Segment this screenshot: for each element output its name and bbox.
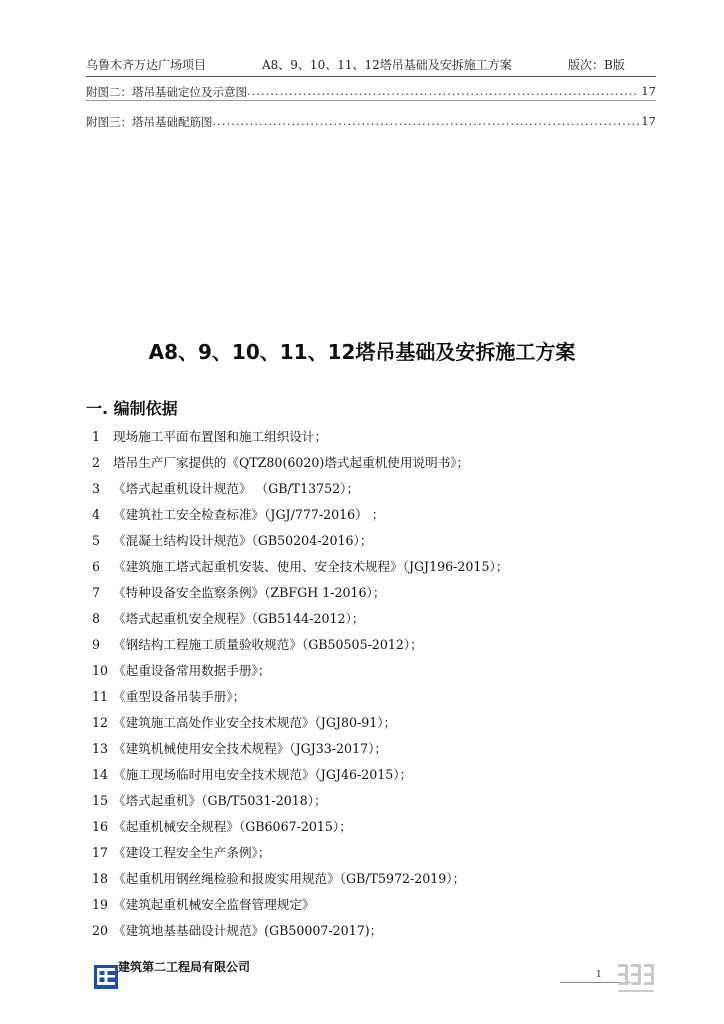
item-number: 4	[92, 507, 101, 522]
list-item	[92, 502, 508, 528]
item-text: 《特种设备安全监察条例》（ZBFGH 1-2016）；	[113, 585, 386, 600]
toc-rule	[86, 100, 656, 101]
item-text: 《建筑施工塔式起重机安装、使用、安全技术规程》（JGJ196-2015）；	[113, 559, 509, 574]
toc-leader	[213, 114, 640, 130]
toc-entry	[86, 84, 656, 100]
item-text: 现场施工平面布置图和施工组织设计；	[113, 429, 328, 444]
toc-leader	[247, 84, 639, 100]
list-item	[92, 814, 508, 840]
toc-page: 17	[641, 84, 656, 98]
list-item	[92, 632, 508, 658]
item-number: 20	[92, 923, 109, 938]
item-number: 12	[92, 715, 109, 730]
list-item	[92, 554, 508, 580]
item-number: 16	[92, 819, 109, 834]
item-number: 13	[92, 741, 109, 756]
item-number: 3	[92, 481, 101, 496]
item-number: 9	[92, 637, 101, 652]
header-doc-name: A8、9、10、11、12塔吊基础及安拆施工方案	[262, 58, 512, 72]
list-item	[92, 528, 508, 554]
item-text: 《塔式起重机》（GB/T5031-2018）；	[113, 793, 327, 808]
item-number: 7	[92, 585, 101, 600]
list-item	[92, 840, 508, 866]
item-text: 塔吊生产厂家提供的《QTZ80(6020)塔式起重机使用说明书》；	[113, 455, 470, 470]
item-number: 6	[92, 559, 101, 574]
item-number: 1	[92, 429, 101, 444]
item-text: 《建筑地基基础设计规范》(GB50007-2017)；	[113, 923, 383, 938]
list-item	[92, 450, 508, 476]
toc-title: 附图三：塔吊基础配筋图	[86, 115, 213, 129]
list-item	[92, 866, 508, 892]
item-text: 《建筑机械使用安全技术规程》（JGJ33-2017）；	[113, 741, 387, 756]
list-item	[92, 918, 508, 944]
item-text: 《建设工程安全生产条例》；	[113, 845, 271, 860]
list-item	[92, 424, 508, 450]
item-number: 11	[92, 689, 109, 704]
item-text: 《重型设备吊装手册》；	[113, 689, 246, 704]
list-item	[92, 788, 508, 814]
item-text: 《起重设备常用数据手册》；	[113, 663, 271, 678]
list-item	[92, 736, 508, 762]
item-number: 19	[92, 897, 109, 912]
header-version: 版次：B版	[568, 58, 625, 72]
document-title: A8、9、10、11、12塔吊基础及安拆施工方案	[148, 340, 576, 364]
item-text: 《建筑起重机械安全监督管理规定》	[113, 897, 315, 912]
toc-entry	[86, 114, 656, 130]
list-item	[92, 762, 508, 788]
list-item	[92, 658, 508, 684]
item-text: 《建筑施工高处作业安全技术规范》（JGJ80-91）；	[113, 715, 397, 730]
header-project: 乌鲁木齐万达广场项目	[86, 58, 207, 72]
item-text: 《起重机械安全规程》（GB6067-2015）；	[113, 819, 352, 834]
watermark-icon	[618, 964, 654, 994]
toc-title: 附图二：塔吊基础定位及示意图	[86, 85, 247, 99]
item-number: 5	[92, 533, 101, 548]
list-item	[92, 580, 508, 606]
item-text: 《塔式起重机设计规范》 （GB/T13752）；	[113, 481, 360, 496]
item-number: 17	[92, 845, 109, 860]
item-number: 15	[92, 793, 109, 808]
page-number: 1	[596, 970, 602, 980]
item-number: 8	[92, 611, 101, 626]
section-heading: 一. 编制依据	[86, 399, 178, 418]
cscec-logo-icon	[94, 965, 118, 989]
toc-page: 17	[641, 114, 656, 128]
list-item	[92, 606, 508, 632]
page-header	[86, 56, 656, 74]
item-number: 18	[92, 871, 109, 886]
list-item	[92, 710, 508, 736]
item-number: 2	[92, 455, 101, 470]
item-text: 《施工现场临时用电安全技术规范》（JGJ46-2015）；	[113, 767, 413, 782]
item-number: 10	[92, 663, 109, 678]
item-text: 《混凝土结构设计规范》（GB50204-2016）；	[113, 533, 373, 548]
item-text: 《钢结构工程施工质量验收规范》（GB50505-2012）；	[113, 637, 423, 652]
item-text: 《起重机用钢丝绳检验和报废实用规范》（GB/T5972-2019）；	[113, 871, 466, 886]
item-text: 《塔式起重机安全规程》（GB5144-2012）；	[113, 611, 365, 626]
header-rule	[86, 76, 656, 77]
company-name: 建筑第二工程局有限公司	[118, 960, 251, 974]
list-item	[92, 684, 508, 710]
item-text: 《建筑社工安全检查标准》（JGJ/777-2016） ；	[113, 507, 385, 522]
list-item	[92, 476, 508, 502]
reference-list	[92, 424, 508, 944]
list-item	[92, 892, 508, 918]
item-number: 14	[92, 767, 109, 782]
